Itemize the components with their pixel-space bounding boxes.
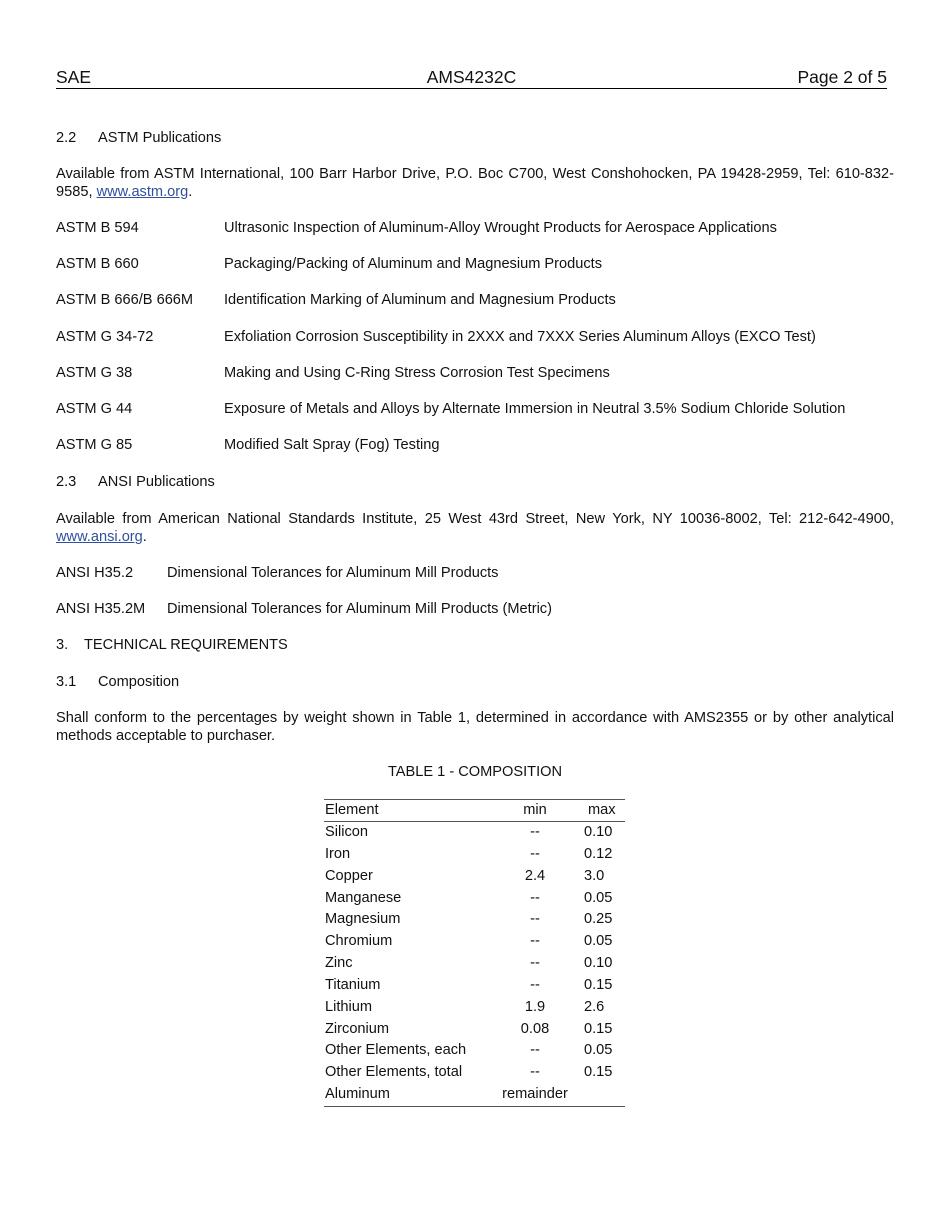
cell-min: 0.08 (520, 1020, 550, 1037)
ansi-availability-paragraph (56, 510, 894, 546)
table-row (324, 953, 625, 975)
section-number: 3. (56, 637, 69, 653)
reference-code: ASTM G 85 (56, 437, 133, 454)
cell-element: Chromium (325, 933, 393, 950)
cell-element: Manganese (325, 889, 402, 906)
reference-title: Exfoliation Corrosion Susceptibility in 2XXX and 7XXX Series Aluminum Alloys (EXCO Test) (224, 328, 816, 345)
reference-title: Packaging/Packing of Aluminum and Magnesium Products (224, 256, 603, 273)
reference-code: ASTM B 594 (56, 220, 139, 236)
section-heading-2-2 (56, 129, 221, 147)
cell-min: 2.4 (524, 867, 546, 884)
cell-element: Titanium (325, 976, 381, 993)
cell-min: -- (530, 1042, 540, 1059)
reference-code: ASTM G 44 (56, 401, 133, 417)
header-max: max (588, 802, 616, 818)
cell-element: Other Elements, total (325, 1064, 463, 1081)
table-row (324, 975, 625, 997)
section-title: ANSI Publications (98, 474, 215, 490)
cell-min: 1.9 (524, 998, 546, 1015)
table-row (324, 931, 625, 953)
astm-website-link[interactable]: www.astm.org (96, 184, 189, 200)
period: . (142, 529, 147, 545)
ansi-availability-text: Available from American National Standards Institute, 25 West 43rd Street, New York, NY 10036-8002, Tel: 212-642-4900, (56, 511, 894, 527)
reference-title: Dimensional Tolerances for Aluminum Mill Products (167, 565, 499, 581)
cell-min: -- (530, 824, 540, 840)
cell-element: Iron (325, 845, 351, 862)
ansi-website-link[interactable]: www.ansi.org (56, 529, 143, 545)
reference-title: Modified Salt Spray (Fog) Testing (224, 437, 440, 454)
reference-title: Ultrasonic Inspection of Aluminum-Alloy Wrought Products for Aerospace Applications (224, 220, 777, 236)
section-number: 2.2 (56, 130, 77, 146)
section-heading-2-3 (56, 473, 215, 491)
table-row (324, 1019, 625, 1041)
section-title: ASTM Publications (98, 130, 222, 146)
table-row (324, 844, 625, 866)
table-row (324, 1084, 625, 1106)
composition-paragraph: Shall conform to the percentages by weight shown in Table 1, determined in accordance with AMS2355 or by other analytical methods acceptable to purchaser. (56, 710, 894, 744)
table-body (324, 822, 625, 1106)
cell-max: 0.12 (584, 845, 613, 862)
cell-max: 0.25 (584, 911, 613, 928)
cell-max: 0.15 (584, 1064, 613, 1081)
cell-element: Copper (325, 867, 373, 884)
section-number: 2.3 (56, 474, 77, 490)
reference-code: ASTM G 38 (56, 364, 133, 381)
reference-title: Exposure of Metals and Alloys by Alternate Immersion in Neutral 3.5% Sodium Chloride Solution (224, 401, 846, 417)
astm-availability-text: Available from ASTM International, 100 Barr Harbor Drive, P.O. Boc C700, West Conshohocken, PA 19428-2959, Tel: 610-832-9585, (56, 166, 894, 200)
cell-min: -- (530, 933, 540, 950)
table-header-row (324, 800, 625, 822)
table-row (324, 997, 625, 1019)
reference-code: ASTM G 34-72 (56, 328, 154, 345)
cell-max: 2.6 (584, 998, 605, 1015)
period: . (188, 184, 193, 200)
cell-max: 0.05 (584, 889, 613, 906)
header-page-number: Page 2 of 5 (797, 67, 887, 87)
page-header (56, 66, 887, 89)
section-number: 3.1 (56, 674, 77, 690)
table-row (324, 909, 625, 931)
cell-max: 0.10 (584, 824, 613, 840)
section-title: TECHNICAL REQUIREMENTS (84, 637, 288, 653)
reference-title: Identification Marking of Aluminum and Magnesium Products (224, 292, 616, 309)
cell-element: Aluminum (325, 1086, 390, 1103)
cell-element: Lithium (325, 998, 373, 1015)
cell-min: -- (530, 845, 540, 862)
reference-title: Dimensional Tolerances for Aluminum Mill Products (Metric) (167, 601, 552, 617)
table-row (324, 1040, 625, 1062)
cell-max: 0.15 (584, 1020, 613, 1037)
table-row (324, 1062, 625, 1084)
cell-min: -- (530, 911, 540, 928)
reference-title: Making and Using C-Ring Stress Corrosion Test Specimens (224, 364, 610, 381)
cell-min: remainder (502, 1086, 568, 1103)
header-org: SAE (56, 67, 92, 87)
section-heading-3 (56, 636, 288, 654)
table-row (324, 866, 625, 888)
cell-element: Zirconium (325, 1020, 390, 1037)
cell-max: 0.15 (584, 976, 613, 993)
cell-max: 0.10 (584, 955, 613, 972)
cell-max: 3.0 (584, 867, 605, 884)
table-title: TABLE 1 - COMPOSITION (387, 764, 563, 780)
cell-max: 0.05 (584, 933, 613, 950)
cell-min: -- (530, 955, 540, 972)
composition-table (324, 799, 625, 1107)
table-row (324, 822, 625, 844)
cell-element: Zinc (325, 955, 353, 972)
cell-element: Other Elements, each (325, 1042, 467, 1059)
reference-code: ANSI H35.2 (56, 565, 134, 581)
header-element: Element (325, 802, 379, 818)
table-row (324, 888, 625, 910)
cell-max: 0.05 (584, 1042, 613, 1059)
reference-code: ASTM B 666/B 666M (56, 292, 194, 309)
reference-code: ASTM B 660 (56, 256, 139, 273)
cell-element: Magnesium (325, 911, 401, 928)
astm-availability-paragraph (56, 165, 894, 201)
section-title: Composition (98, 674, 180, 690)
reference-code: ANSI H35.2M (56, 601, 146, 617)
header-min: min (523, 802, 547, 818)
cell-min: -- (530, 976, 540, 993)
cell-element: Silicon (325, 824, 368, 840)
cell-min: -- (530, 1064, 540, 1081)
section-heading-3-1 (56, 673, 179, 691)
header-doc-number: AMS4232C (426, 67, 517, 87)
cell-min: -- (530, 889, 540, 906)
